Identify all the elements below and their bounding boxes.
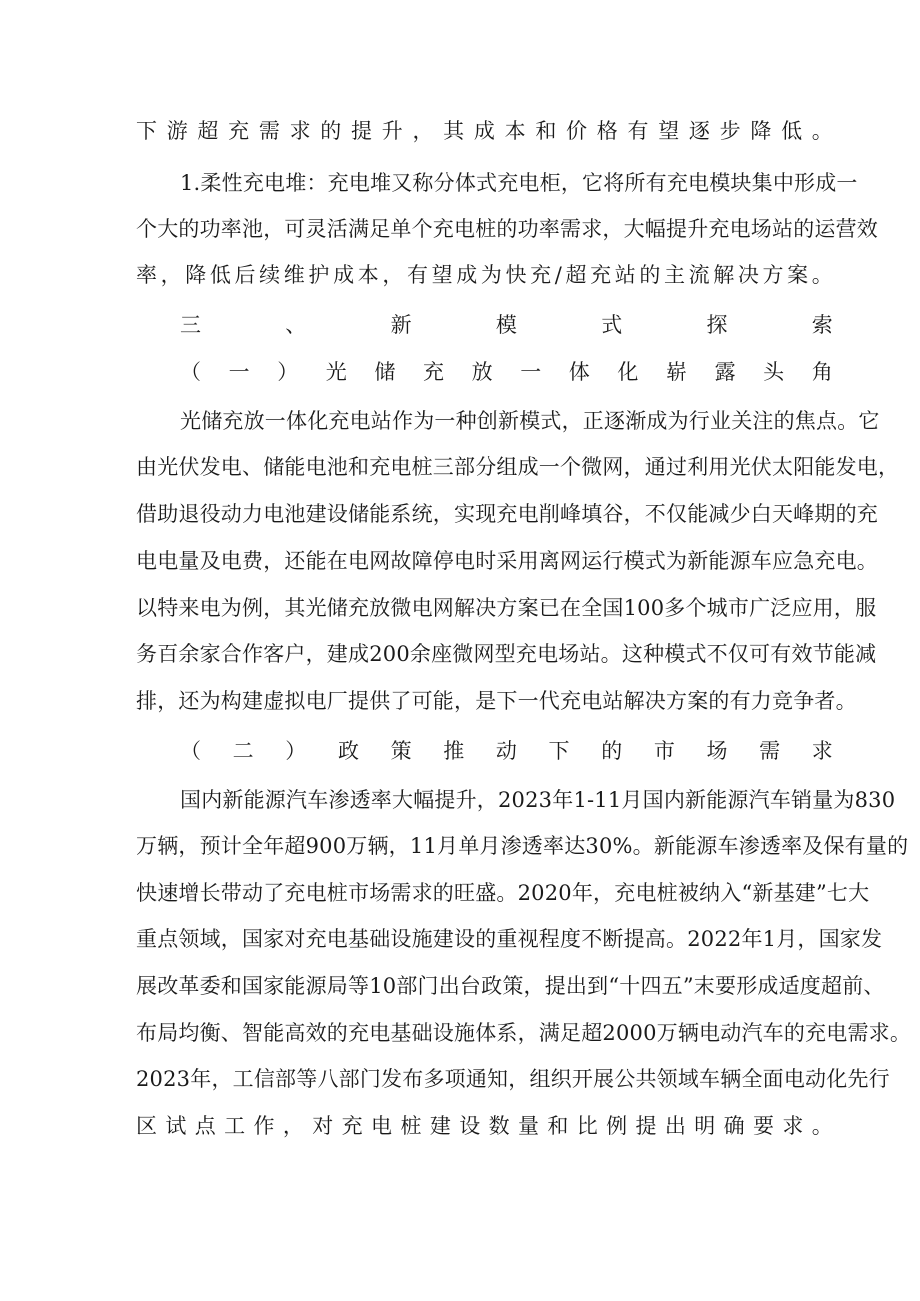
paragraph-line: 个大的功率池，可灵活满足单个充电桩的功率需求，大幅提升充电场站的运营效 [136,217,878,241]
paragraph-line: 率，降低后续维护成本，有望成为快充/超充站的主流解决方案。 [136,263,833,287]
paragraph-line: 区试点工作，对充电桩建设数量和比例提出明确要求。 [136,1114,833,1138]
paragraph-line: 2023年，工信部等八部门发布多项通知，组织开展公共领域车辆全面电动化先行 [136,1067,890,1091]
paragraph-line: 光储充放一体化充电站作为一种创新模式，正逐渐成为行业关注的焦点。它 [180,409,880,433]
paragraph-line: 下游超充需求的提升，其成本和价格有望逐步降低。 [136,119,833,143]
paragraph-line: 电电量及电费，还能在电网故障停电时采用离网运行模式为新能源车应急充电。 [136,549,878,573]
subsection-heading: （一）光储充放一体化崭露头角 [180,360,833,384]
paragraph-line: 重点领域，国家对充电基础设施建设的重视程度不断提高。2022年1月，国家发 [136,927,883,951]
paragraph-line: 以特来电为例，其光储充放微电网解决方案已在全国100多个城市广泛应用，服 [136,596,877,620]
paragraph-line: 借助退役动力电池建设储能系统，实现充电削峰填谷，不仅能减少白天峰期的充 [136,502,878,526]
paragraph-line: 国内新能源汽车渗透率大幅提升，2023年1-11月国内新能源汽车销量为830 [180,788,896,812]
paragraph-line: 务百余家合作客户，建成200余座微网型充电场站。这种模式不仅可有效节能减 [136,642,877,666]
paragraph-line: 布局均衡、智能高效的充电基础设施体系，满足超2000万辆电动汽车的充电需求。 [136,1021,912,1045]
paragraph-line: 展改革委和国家能源局等10部门出台政策，提出到“十四五”末要形成适度超前、 [136,974,885,998]
paragraph-line: 由光伏发电、储能电池和充电桩三部分组成一个微网，通过利用光伏太阳能发电， [136,455,900,479]
paragraph-line: 1.柔性充电堆：充电堆又称分体式充电柜，它将所有充电模块集中形成一 [180,171,858,195]
paragraph-line: 排，还为构建虚拟电厂提供了可能，是下一代充电站解决方案的有力竞争者。 [136,689,857,713]
paragraph-line: 万辆，预计全年超900万辆，11月单月渗透率达30%。新能源车渗透率及保有量的 [136,834,909,858]
subsection-heading: （二）政策推动下的市场需求 [180,739,833,763]
paragraph-line: 快速增长带动了充电桩市场需求的旺盛。2020年，充电桩被纳入“新基建”七大 [136,881,870,905]
section-heading: 三、新模式探索 [180,313,833,337]
